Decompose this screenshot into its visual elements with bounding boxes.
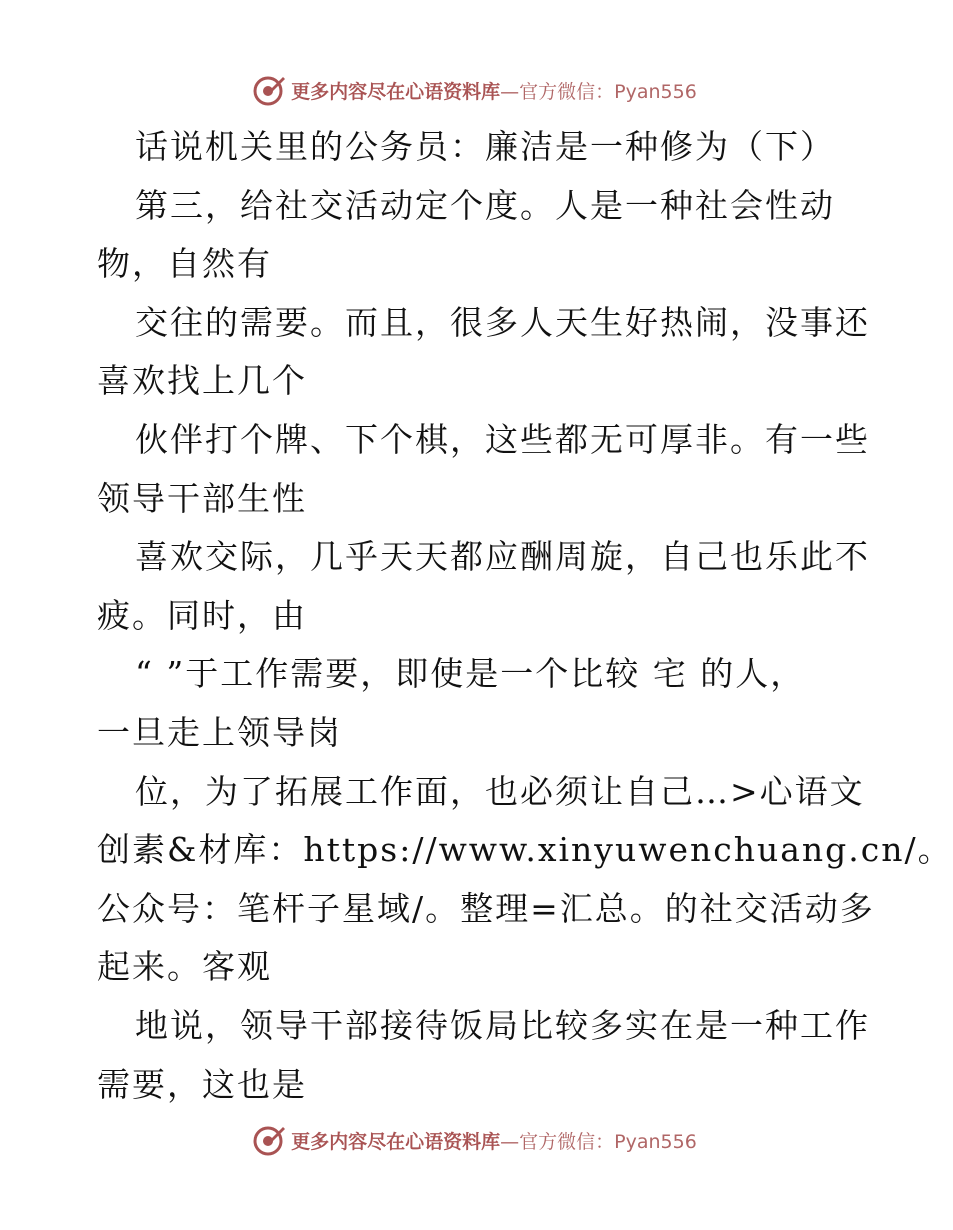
text-line: 喜欢找上几个 — [97, 361, 307, 401]
quill-seal-icon — [253, 1123, 287, 1157]
text-line: 交往的需要。而且，很多人天生好热闹，没事还 — [135, 302, 870, 342]
text-line: 疲。同时，由 — [97, 595, 307, 635]
text-line: “ ”于工作需要，即使是一个比较 宅 的人， — [135, 654, 806, 694]
footer-banner — [0, 1120, 950, 1160]
text-line-url: 创素&材库：https://www.xinyuwenchuang.cn/。 — [97, 830, 953, 870]
text-line: 位，为了拓展工作面，也必须让自己…>心语文 — [135, 771, 865, 811]
quill-seal-icon — [253, 73, 287, 107]
document-title: 话说机关里的公务员：廉洁是一种修为（下） — [135, 127, 835, 166]
header-banner — [0, 70, 950, 110]
footer-subtitle: —官方微信：Pyan556 — [500, 1130, 697, 1153]
text-line: 一旦走上领导岗 — [97, 712, 342, 752]
text-line: 第三，给社交活动定个度。人是一种社会性动 — [135, 185, 835, 225]
footer-title: 更多内容尽在心语资料库 — [291, 1130, 501, 1153]
text-line: 起来。客观 — [97, 947, 272, 987]
document-body — [97, 118, 953, 1114]
text-line: 伙伴打个牌、下个棋，这些都无可厚非。有一些 — [135, 419, 870, 459]
text-line: 需要，这也是 — [97, 1064, 307, 1104]
banner-subtitle: —官方微信：Pyan556 — [500, 80, 697, 103]
text-line: 公众号：笔杆子星域/。整理=汇总。的社交活动多 — [97, 888, 875, 928]
text-line: 领导干部生性 — [97, 478, 307, 518]
text-line: 物，自然有 — [97, 244, 272, 284]
banner-title: 更多内容尽在心语资料库 — [291, 80, 501, 103]
text-line: 喜欢交际，几乎天天都应酬周旋，自己也乐此不 — [135, 537, 870, 577]
text-line: 地说，领导干部接待饭局比较多实在是一种工作 — [135, 1005, 870, 1045]
